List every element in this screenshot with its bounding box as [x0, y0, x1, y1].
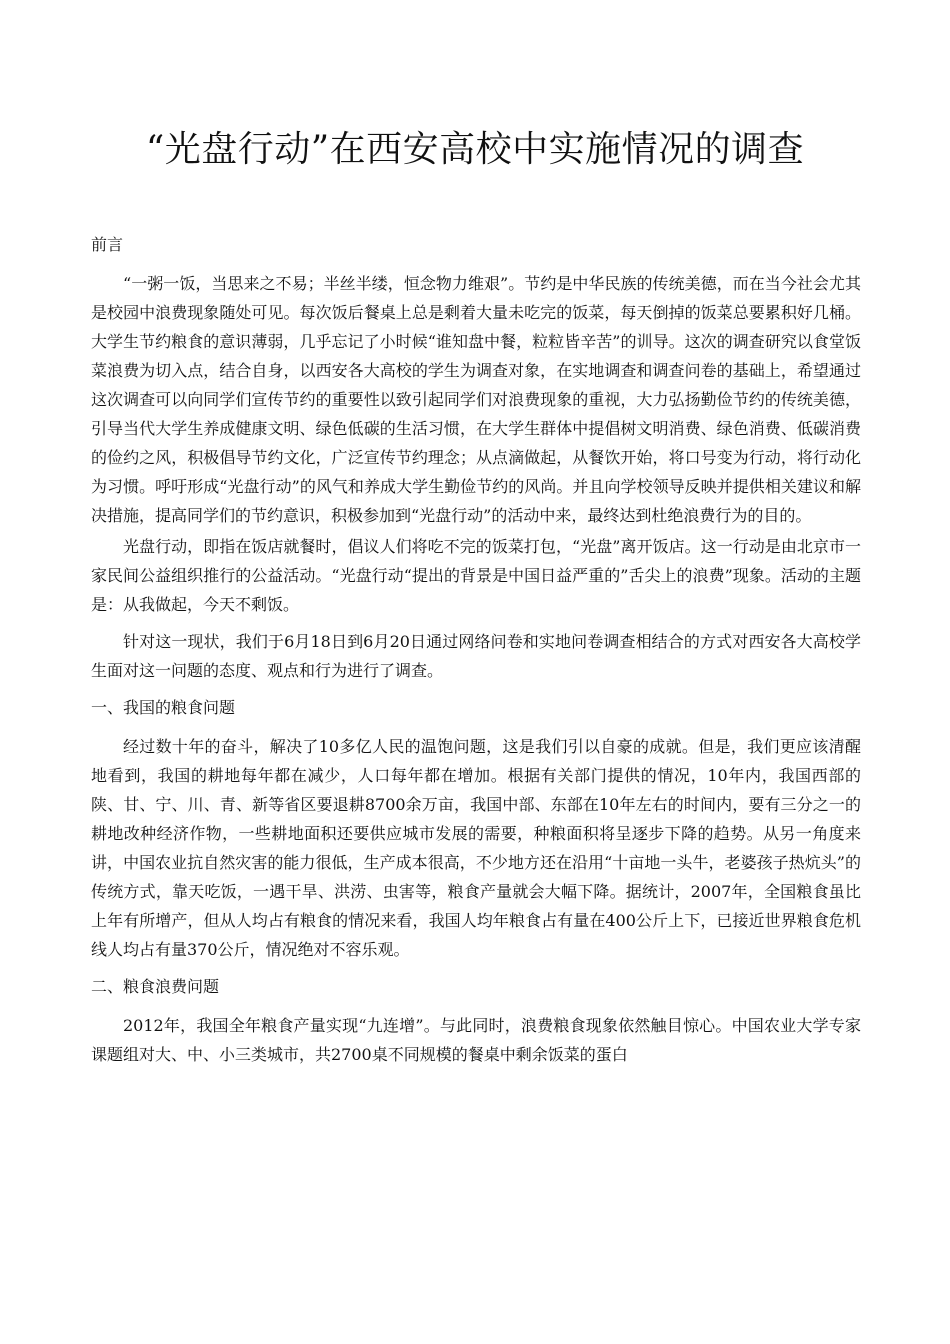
- section-heading: 二、粮食浪费问题: [91, 977, 220, 996]
- paragraph: 针对这一现状，我们于6月18日到6月20日通过网络问卷和实地问卷调查相结合的方式对西安各大高校学生面对这一问题的态度、观点和行为进行了调查。: [91, 632, 861, 680]
- section-heading: 前言: [91, 235, 124, 254]
- section-heading: 一、我国的粮食问题: [91, 698, 236, 717]
- paragraph: 2012年，我国全年粮食产量实现“九连增”。与此同时，浪费粮食现象依然触目惊心。中国农业大学专家课题组对大、中、小三类城市，共2700桌不同规模的餐桌中剩余饭菜的蛋白: [91, 1016, 861, 1064]
- paragraph: 经过数十年的奋斗，解决了10多亿人民的温饱问题，这是我们引以自豪的成就。但是，我们更应该清醒地看到，我国的耕地每年都在减少，人口每年都在增加。根据有关部门提供的情况，10年内，我国西部的陕、甘、宁、川、青、新等省区要退耕8700余万亩，我国中部、东部在10年左右的时间内，要有三分之一的耕地改种经济作物，一些耕地面积还要供应城市发展的需要，种粮面积将呈逐步下降的趋势。从另一角度来讲，中国农业抗自然灾害的能力很低，生产成本很高，不少地方还在沿用“十亩地一头牛，老婆孩子热炕头”的传统方式，靠天吃饭，一遇干旱、洪涝、虫害等，粮食产量就会大幅下降。据统计，2007年，全国粮食虽比上年有所增产，但从人均占有粮食的情况来看，我国人均年粮食占有量在400公斤上下，已接近世界粮食危机线人均占有量370公斤，情况绝对不容乐观。: [91, 737, 861, 959]
- paragraph: “一粥一饭，当思来之不易；半丝半缕，恒念物力维艰”。节约是中华民族的传统美德，而在当今社会尤其是校园中浪费现象随处可见。每次饭后餐桌上总是剩着大量未吃完的饭菜，每天倒掉的饭菜总要累积好几桶。大学生节约粮食的意识薄弱，几乎忘记了小时候“谁知盘中餐，粒粒皆辛苦”的训导。这次的调查研究以食堂饭菜浪费为切入点，结合自身，以西安各大高校的学生为调查对象，在实地调查和调查问卷的基础上，希望通过这次调查可以向同学们宣传节约的重要性以致引起同学们对浪费现象的重视，大力弘扬勤俭节约的传统美德，引导当代大学生养成健康文明、绿色低碳的生活习惯，在大学生群体中提倡树文明消费、绿色消费、低碳消费的俭约之风，积极倡导节约文化，广泛宣传节约理念；从点滴做起，从餐饮开始，将口号变为行动，将行动化为习惯。呼吁形成“光盘行动”的风气和养成大学生勤俭节约的风尚。并且向学校领导反映并提供相关建议和解决措施，提高同学们的节约意识，积极参加到“光盘行动”的活动中来，最终达到杜绝浪费行为的目的。: [91, 274, 861, 525]
- document-body: [91, 230, 861, 1077]
- section-grain-waste: [91, 972, 861, 1069]
- paragraph: 光盘行动，即指在饭店就餐时，倡议人们将吃不完的饭菜打包，“光盘”离开饭店。这一行动是由北京市一家民间公益组织推行的公益活动。“光盘行动“提出的背景是中国日益严重的”舌尖上的浪费”现象。活动的主题是：从我做起，今天不剩饭。: [91, 537, 861, 614]
- section-preface: [91, 230, 861, 685]
- section-grain-problem: [91, 693, 861, 964]
- document-title: “光盘行动”在西安高校中实施情况的调查: [145, 129, 805, 170]
